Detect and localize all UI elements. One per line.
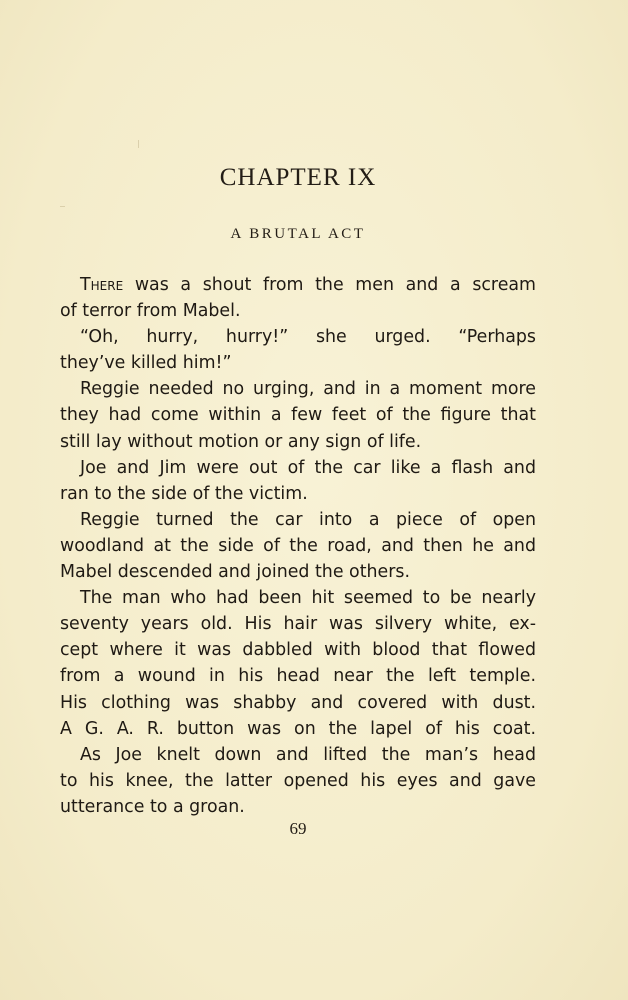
text-line bbox=[60, 637, 536, 663]
text-line bbox=[60, 272, 536, 298]
text-line bbox=[60, 559, 536, 585]
text-line bbox=[60, 611, 536, 637]
text-line bbox=[60, 429, 536, 455]
text-line bbox=[60, 350, 536, 376]
chapter-opening-word: There bbox=[80, 275, 124, 295]
text-line-content: As Joe knelt down and lifted the man’s head bbox=[80, 744, 536, 765]
text-line bbox=[60, 742, 536, 768]
text-line bbox=[60, 507, 536, 533]
text-line bbox=[60, 716, 536, 742]
text-line bbox=[60, 298, 536, 324]
text-line-content: woodland at the side of the road, and then he and bbox=[60, 535, 536, 556]
text-line-content: His clothing was shabby and covered with dust. bbox=[60, 692, 536, 713]
paper-speck bbox=[138, 140, 139, 148]
text-line bbox=[60, 768, 536, 794]
text-line bbox=[60, 402, 536, 428]
text-line-content: The man who had been hit seemed to be nearly bbox=[80, 588, 536, 609]
chapter-body-text bbox=[60, 272, 536, 820]
paper-speck bbox=[60, 206, 65, 207]
text-line-content: from a wound in his head near the left temple. bbox=[60, 666, 536, 687]
text-line bbox=[60, 455, 536, 481]
text-line-content: “Oh, hurry, hurry!” she urged. “Perhaps bbox=[80, 327, 536, 348]
text-line-content: they had come within a few feet of the figure that bbox=[60, 405, 536, 426]
chapter-title: CHAPTER IX bbox=[219, 164, 377, 191]
text-line-content: A G. A. R. button was on the lapel of his coat. bbox=[60, 718, 536, 739]
text-line-content: still lay without motion or any sign of life. bbox=[60, 431, 422, 452]
page-number: 69 bbox=[289, 819, 307, 838]
text-line-content: ran to the side of the victim. bbox=[60, 483, 308, 504]
text-line-content: Joe and Jim were out of the car like a flash and bbox=[80, 457, 536, 478]
text-line-content: utterance to a groan. bbox=[60, 796, 245, 817]
text-line bbox=[60, 533, 536, 559]
text-line bbox=[60, 794, 536, 820]
text-line bbox=[60, 376, 536, 402]
chapter-subtitle: A BRUTAL ACT bbox=[230, 226, 366, 242]
text-line-content: cept where it was dabbled with blood that flowed bbox=[60, 640, 536, 661]
text-line-content: seventy years old. His hair was silvery white, ex- bbox=[60, 614, 536, 635]
text-line bbox=[60, 690, 536, 716]
text-line bbox=[60, 663, 536, 689]
text-line-content: Mabel descended and joined the others. bbox=[60, 562, 410, 583]
text-line-content: to his knee, the latter opened his eyes and gave bbox=[60, 770, 536, 791]
text-line-content: Reggie needed no urging, and in a moment more bbox=[80, 379, 536, 400]
text-line-content: was a shout from the men and a scream bbox=[134, 275, 537, 295]
text-line-content: they’ve killed him!” bbox=[60, 353, 232, 374]
text-line-content: of terror from Mabel. bbox=[60, 301, 241, 322]
text-line bbox=[60, 324, 536, 350]
text-line-content: Reggie turned the car into a piece of open bbox=[80, 509, 536, 530]
text-line bbox=[60, 585, 536, 611]
text-line bbox=[60, 481, 536, 507]
